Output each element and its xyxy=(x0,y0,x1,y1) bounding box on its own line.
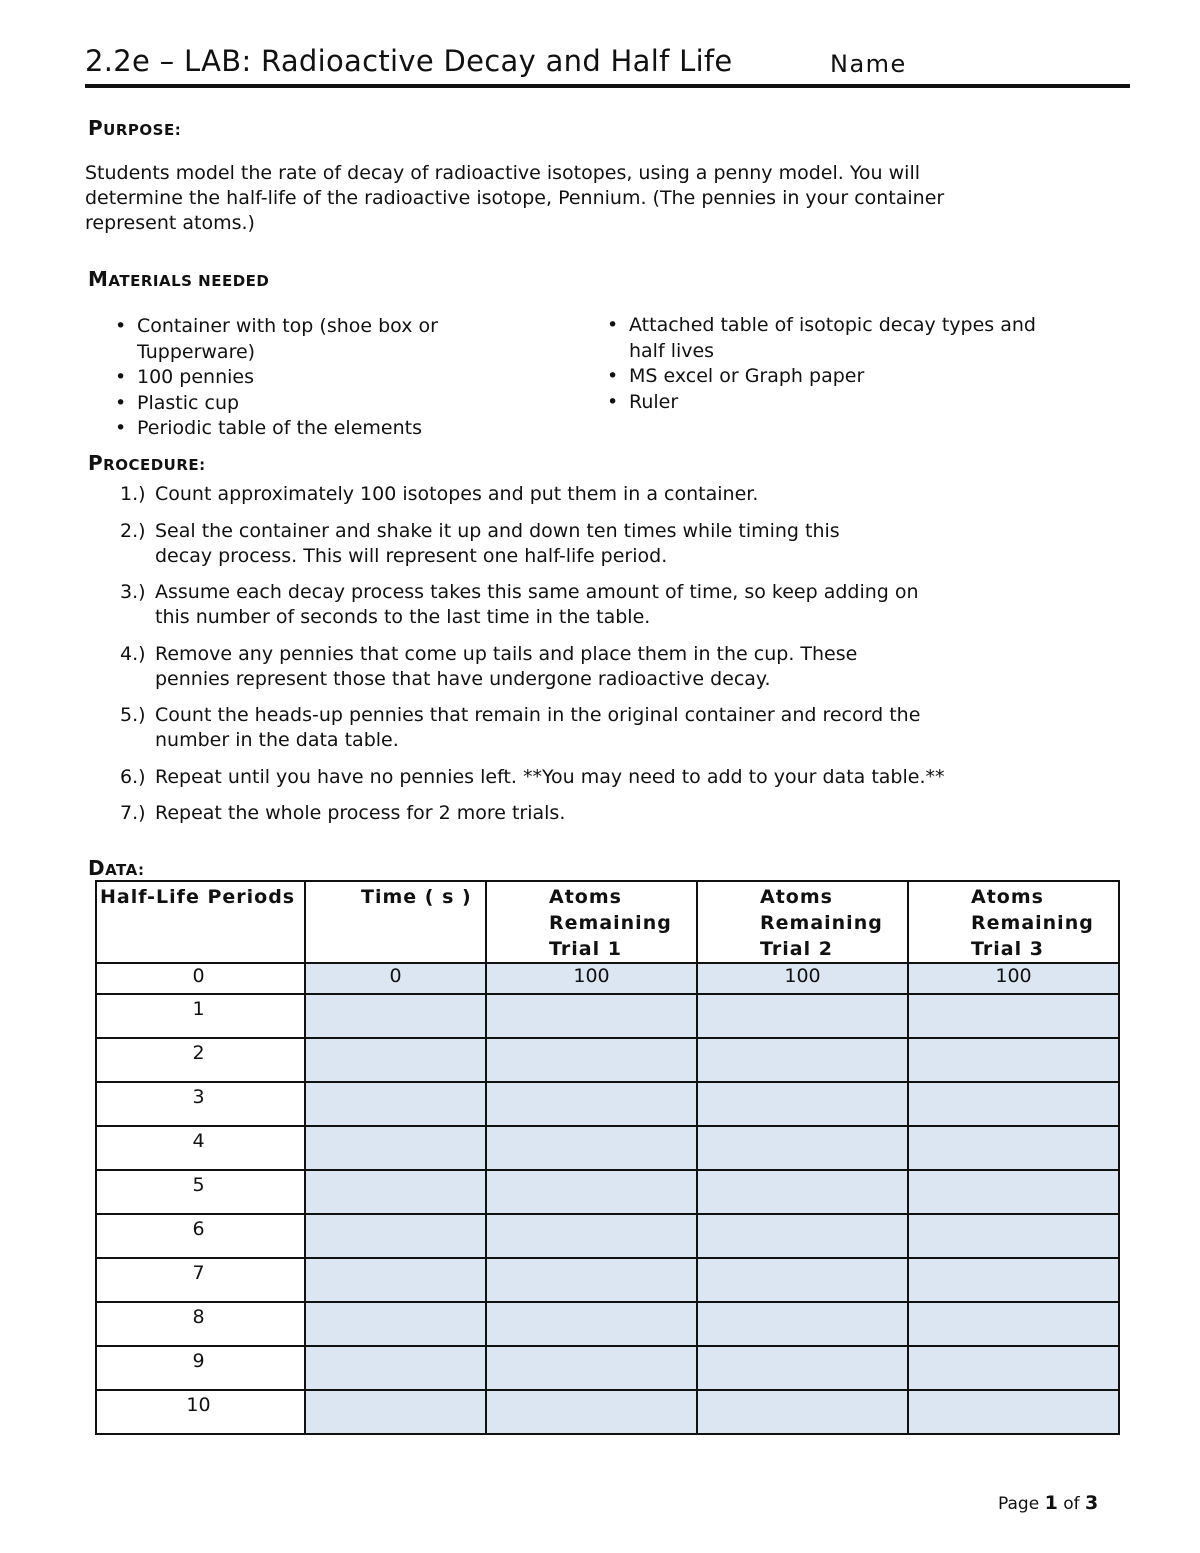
trial-3-cell[interactable] xyxy=(908,1038,1119,1082)
column-header-trial-3: Atoms Remaining Trial 3 xyxy=(908,881,1119,963)
list-item-line: half lives xyxy=(629,339,715,362)
procedure-step xyxy=(120,482,1080,507)
procedure-step xyxy=(120,703,1080,753)
step-line: this number of seconds to the last time in the table. xyxy=(155,606,651,628)
list-item xyxy=(115,416,535,442)
table-row xyxy=(96,1170,1119,1214)
procedure-step xyxy=(120,642,1080,692)
trial-1-cell[interactable] xyxy=(486,1038,697,1082)
procedure-list xyxy=(120,482,1080,838)
trial-1-cell[interactable]: 100 xyxy=(486,963,697,994)
trial-2-cell[interactable] xyxy=(697,1258,908,1302)
trial-3-cell[interactable] xyxy=(908,1302,1119,1346)
time-cell[interactable] xyxy=(305,994,486,1038)
procedure-step xyxy=(120,580,1080,630)
list-item xyxy=(607,390,1127,416)
list-item-line: • Ruler xyxy=(629,390,679,413)
period-cell: 6 xyxy=(96,1214,305,1258)
total-pages: 3 xyxy=(1085,1492,1099,1514)
trial-2-cell[interactable] xyxy=(697,1170,908,1214)
table-row xyxy=(96,994,1119,1038)
trial-2-cell[interactable] xyxy=(697,994,908,1038)
list-item-line: Tupperware) xyxy=(137,340,256,363)
time-cell[interactable] xyxy=(305,1126,486,1170)
purpose-heading: PURPOSE: xyxy=(88,116,182,140)
period-cell: 8 xyxy=(96,1302,305,1346)
trial-2-cell[interactable] xyxy=(697,1126,908,1170)
procedure-step xyxy=(120,801,1080,826)
table-row xyxy=(96,1346,1119,1390)
column-header-trial-1: Atoms Remaining Trial 1 xyxy=(486,881,697,963)
step-number: 4.) xyxy=(120,642,146,665)
step-line: Count the heads-up pennies that remain in the original container and record the xyxy=(155,704,921,726)
period-cell: 3 xyxy=(96,1082,305,1126)
step-number: 3.) xyxy=(120,581,146,603)
procedure-step xyxy=(120,765,1080,790)
step-number: 7.) xyxy=(120,802,146,824)
list-item xyxy=(607,364,1127,390)
step-line: Assume each decay process takes this same amount of time, so keep adding on xyxy=(155,581,919,603)
period-cell: 5 xyxy=(96,1170,305,1214)
list-item-line: • Container with top (shoe box or xyxy=(137,315,438,337)
list-item-line: • MS excel or Graph paper xyxy=(629,365,865,387)
list-item-line: • Attached table of isotopic decay types and xyxy=(629,314,1036,336)
page-footer xyxy=(998,1492,1098,1514)
time-cell[interactable] xyxy=(305,1214,486,1258)
trial-1-cell[interactable] xyxy=(486,1126,697,1170)
table-row xyxy=(96,1126,1119,1170)
step-number: 5.) xyxy=(120,704,146,726)
data-table xyxy=(95,880,1120,1435)
period-cell: 10 xyxy=(96,1390,305,1434)
time-cell[interactable] xyxy=(305,1082,486,1126)
trial-2-cell[interactable] xyxy=(697,1082,908,1126)
trial-3-cell[interactable] xyxy=(908,994,1119,1038)
trial-3-cell[interactable]: 100 xyxy=(908,963,1119,994)
step-line: Count approximately 100 isotopes and put them in a container. xyxy=(155,483,759,505)
period-cell: 4 xyxy=(96,1126,305,1170)
trial-1-cell[interactable] xyxy=(486,1390,697,1434)
trial-3-cell[interactable] xyxy=(908,1390,1119,1434)
column-header-time: Time ( s ) xyxy=(305,881,486,963)
trial-3-cell[interactable] xyxy=(908,1082,1119,1126)
time-cell[interactable] xyxy=(305,1302,486,1346)
table-row xyxy=(96,963,1119,994)
period-cell: 2 xyxy=(96,1038,305,1082)
time-cell[interactable] xyxy=(305,1346,486,1390)
trial-2-cell[interactable] xyxy=(697,1390,908,1434)
column-header-half-life: Half-Life Periods xyxy=(96,881,305,963)
list-item xyxy=(115,391,535,417)
trial-3-cell[interactable] xyxy=(908,1346,1119,1390)
list-item xyxy=(115,365,535,391)
trial-3-cell[interactable] xyxy=(908,1170,1119,1214)
page-word: Page xyxy=(998,1494,1040,1514)
data-heading: DATA: xyxy=(88,856,145,880)
trial-2-cell[interactable] xyxy=(697,1038,908,1082)
time-cell[interactable] xyxy=(305,1038,486,1082)
step-line: Remove any pennies that come up tails and place them in the cup. These xyxy=(155,642,858,665)
list-item xyxy=(607,313,1127,364)
page-title: 2.2e – LAB: Radioactive Decay and Half Life xyxy=(85,44,733,78)
trial-1-cell[interactable] xyxy=(486,1082,697,1126)
trial-1-cell[interactable] xyxy=(486,1258,697,1302)
materials-list-right xyxy=(607,313,1127,415)
name-label: Name xyxy=(830,50,907,78)
step-number: 6.) xyxy=(120,765,146,788)
materials-list-left xyxy=(115,314,535,442)
trial-3-cell[interactable] xyxy=(908,1126,1119,1170)
step-line: decay process. This will represent one half-life period. xyxy=(155,544,668,567)
trial-1-cell[interactable] xyxy=(486,994,697,1038)
trial-1-cell[interactable] xyxy=(486,1214,697,1258)
step-line: Seal the container and shake it up and down ten times while timing this xyxy=(155,519,840,542)
table-row xyxy=(96,1214,1119,1258)
list-item xyxy=(115,314,535,365)
purpose-text xyxy=(85,161,1085,236)
trial-3-cell[interactable] xyxy=(908,1214,1119,1258)
of-word: of xyxy=(1063,1494,1080,1514)
step-line: Repeat until you have no pennies left. **You may need to add to your data table.** xyxy=(155,765,945,788)
period-cell: 7 xyxy=(96,1258,305,1302)
page-number: 1 xyxy=(1044,1492,1058,1514)
materials-heading: MATERIALS NEEDED xyxy=(88,267,270,291)
time-cell[interactable] xyxy=(305,1170,486,1214)
column-header-trial-2: Atoms Remaining Trial 2 xyxy=(697,881,908,963)
procedure-step xyxy=(120,519,1080,569)
table-row xyxy=(96,1082,1119,1126)
table-row xyxy=(96,1302,1119,1346)
step-number: 2.) xyxy=(120,519,146,542)
list-item-line: • Plastic cup xyxy=(137,391,240,414)
time-cell[interactable]: 0 xyxy=(305,963,486,994)
period-cell: 0 xyxy=(96,963,305,994)
list-item-line: • 100 pennies xyxy=(137,366,255,388)
trial-2-cell[interactable] xyxy=(697,1302,908,1346)
table-row xyxy=(96,1038,1119,1082)
trial-3-cell[interactable] xyxy=(908,1258,1119,1302)
trial-1-cell[interactable] xyxy=(486,1170,697,1214)
trial-2-cell[interactable] xyxy=(697,1214,908,1258)
trial-1-cell[interactable] xyxy=(486,1346,697,1390)
purpose-line: Students model the rate of decay of radioactive isotopes, using a penny model. You will xyxy=(85,162,920,184)
table-row xyxy=(96,1390,1119,1434)
step-line: pennies represent those that have undergone radioactive decay. xyxy=(155,667,771,690)
trial-1-cell[interactable] xyxy=(486,1302,697,1346)
purpose-line: determine the half-life of the radioactive isotope, Pennium. (The pennies in your container xyxy=(85,187,945,209)
step-line: Repeat the whole process for 2 more trials. xyxy=(155,802,566,824)
trial-2-cell[interactable]: 100 xyxy=(697,963,908,994)
step-number: 1.) xyxy=(120,483,146,505)
period-cell: 1 xyxy=(96,994,305,1038)
table-row xyxy=(96,1258,1119,1302)
title-bar xyxy=(85,44,1130,88)
time-cell[interactable] xyxy=(305,1258,486,1302)
table-header-row xyxy=(96,881,1119,963)
period-cell: 9 xyxy=(96,1346,305,1390)
procedure-heading: PROCEDURE: xyxy=(88,451,206,475)
time-cell[interactable] xyxy=(305,1390,486,1434)
purpose-line: represent atoms.) xyxy=(85,212,255,234)
step-line: number in the data table. xyxy=(155,729,399,751)
list-item-line: • Periodic table of the elements xyxy=(137,417,422,439)
trial-2-cell[interactable] xyxy=(697,1346,908,1390)
